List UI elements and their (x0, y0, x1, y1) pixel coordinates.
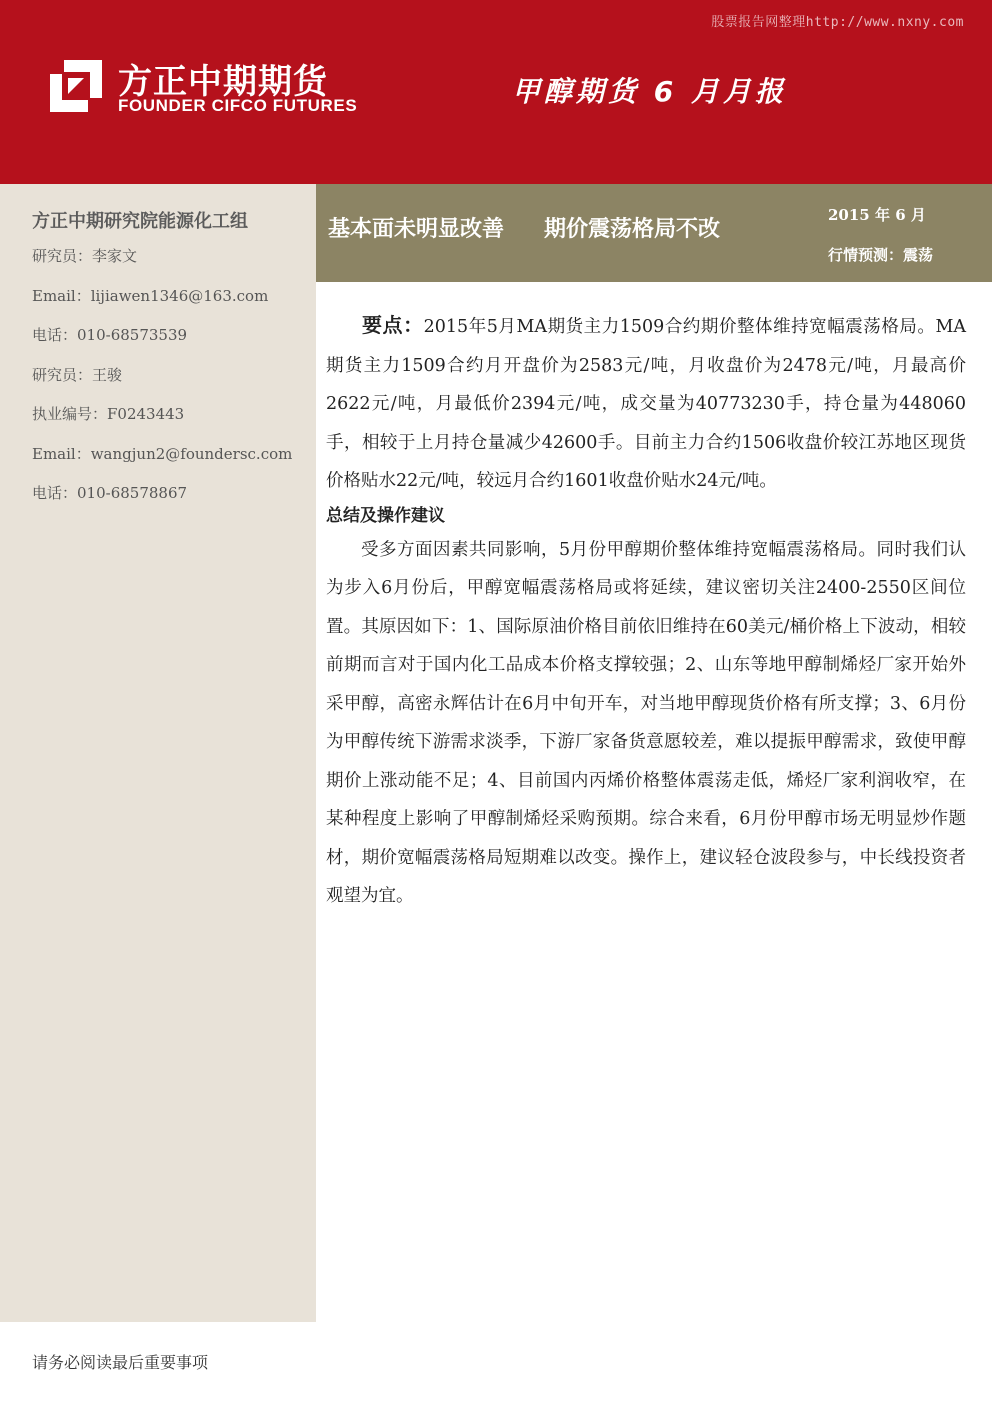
contact-analyst-1: 研究员：李家文 (32, 247, 138, 265)
key-points-text: 2015年5月MA期货主力1509合约期价整体维持宽幅震荡格局。MA期货主力1509合约月开盘价为2583元/吨，月收盘价为2478元/吨，月最高价2622元/吨，月最低价2394元/吨，成交量为40773230手，持仓量为448060手，相较于上月持仓量减少42600手。目前主力合约1506收盘价较江苏地区现货价格贴水22元/吨，较远月合约1601收盘价贴水24元/吨。 (326, 317, 967, 491)
contact-email-1: Email：lijiawen1346@163.com (32, 286, 269, 305)
banner-headline (328, 212, 720, 243)
brand-name-en: FOUNDER CIFCO FUTURES (118, 96, 358, 115)
brand-name-cn: 方正中期期货 (118, 62, 328, 102)
disclaimer-note: 请务必阅读最后重要事项 (32, 1353, 209, 1372)
headline-part-1: 基本面未明显改善 (328, 217, 505, 242)
contact-list (32, 244, 292, 521)
key-points-paragraph (326, 306, 966, 501)
market-forecast: 行情预测：震荡 (828, 246, 934, 264)
contact-license-2: 执业编号：F0243443 (32, 405, 185, 423)
report-header (0, 0, 992, 184)
main-content (326, 306, 966, 916)
headline-part-2: 期价震荡格局不改 (544, 217, 721, 242)
headline-banner (316, 184, 992, 282)
contact-phone-1: 电话：010-68573539 (32, 326, 188, 344)
sidebar (0, 184, 316, 1322)
report-date: 2015 年 6 月 (828, 206, 926, 224)
summary-paragraph: 受多方面因素共同影响，5月份甲醇期价整体维持宽幅震荡格局。同时我们认为步入6月份后，甲醇宽幅震荡格局或将延续，建议密切关注2400-2550区间位置。其原因如下：1、国际原油价格目前依旧维持在60美元/桶价格上下波动，相较前期而言对于国内化工品成本价格支撑较强；2、山东等地甲醇制烯烃厂家开始外采甲醇，高密永辉估计在6月中旬开车，对当地甲醇现货价格有所支撑；3、6月份为甲醇传统下游需求淡季，下游厂家备货意愿较差，难以提振甲醇需求，致使甲醇期价上涨动能不足；4、目前国内丙烯价格整体震荡走低，烯烃厂家利润收窄，在某种程度上影响了甲醇制烯烃采购预期。综合来看，6月份甲醇市场无明显炒作题材，期价宽幅震荡格局短期难以改变。操作上，建议轻仓波段参与，中长线投资者观望为宜。 (326, 539, 966, 906)
report-title: 甲醇期货 6 月月报 (512, 75, 787, 108)
key-points-label: 要点： (362, 313, 424, 337)
contact-phone-2: 电话：010-68578867 (32, 484, 188, 502)
watermark-text: 股票报告网整理http://www.nxny.com (711, 15, 964, 30)
contact-analyst-2: 研究员：王骏 (32, 365, 123, 384)
section-heading: 总结及操作建议 (326, 505, 445, 526)
research-team: 方正中期研究院能源化工组 (32, 211, 248, 232)
contact-email-2: Email：wangjun2@foundersc.com (32, 444, 293, 463)
founder-logo-icon (46, 56, 106, 116)
